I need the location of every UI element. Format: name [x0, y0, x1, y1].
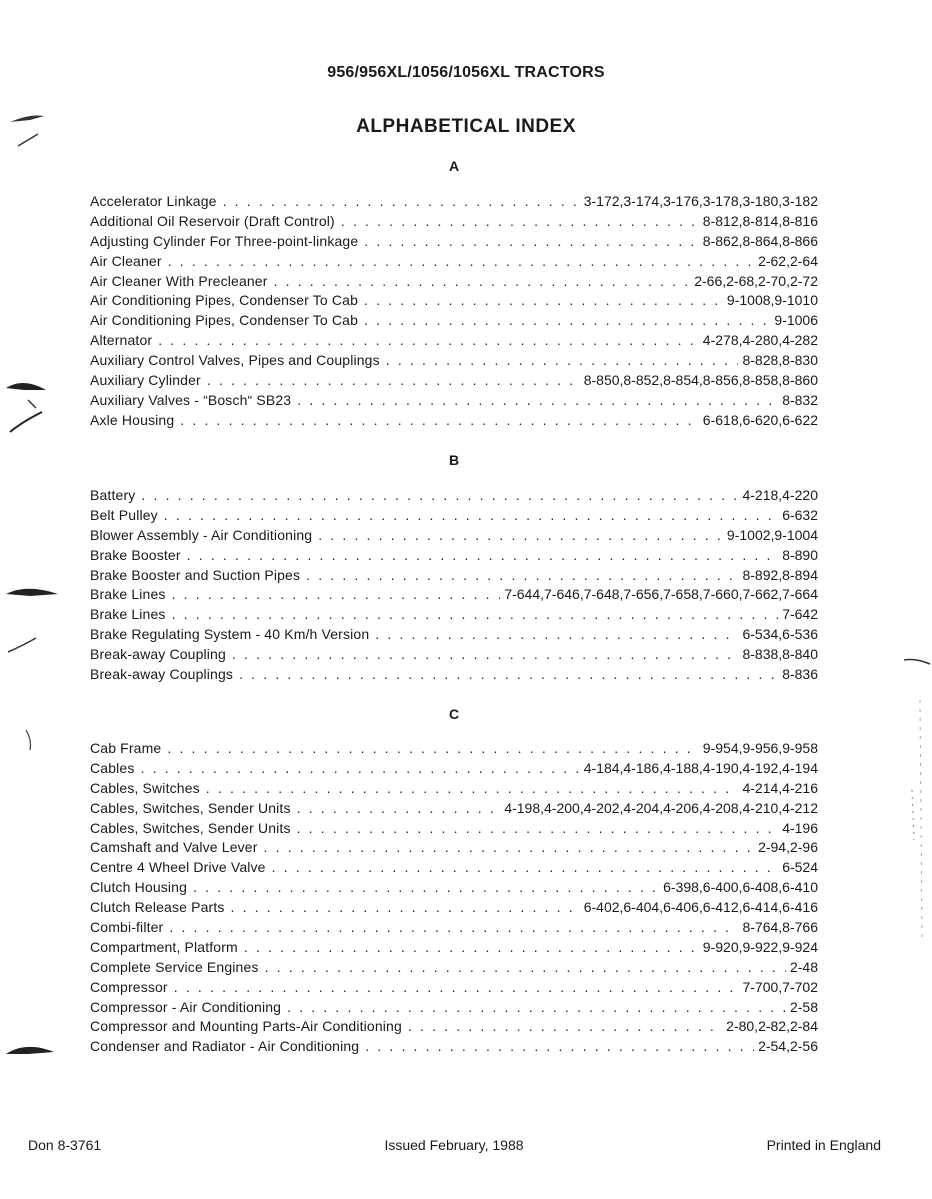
scan-binding-edge	[900, 540, 932, 960]
dot-leader	[365, 1038, 754, 1054]
section-letter-b: B	[448, 452, 460, 468]
index-entry	[90, 507, 818, 527]
entry-label: Blower Assembly - Air Conditioning	[90, 526, 313, 543]
entry-pages: 9-1006	[774, 312, 818, 329]
entry-pages: 4-198,4-200,4-202,4-204,4-206,4-208,4-210,4-212	[504, 799, 818, 816]
scan-margin-marks	[0, 100, 60, 1100]
entry-pages: 3-172,3-174,3-176,3-178,3-180,3-182	[583, 193, 818, 209]
dot-leader	[231, 899, 580, 915]
dot-leader	[306, 567, 738, 583]
entry-pages: 2-58	[789, 998, 818, 1015]
index-entry	[90, 392, 818, 412]
entry-label: Cables	[90, 759, 135, 776]
entry-label: Break-away Coupling	[90, 646, 226, 663]
entry-pages: 7-642	[782, 606, 818, 623]
entry-label: Brake Lines	[90, 606, 166, 623]
entry-pages: 8-832	[782, 391, 818, 408]
entry-label: Auxiliary Control Valves, Pipes and Couplings	[90, 352, 380, 369]
index-entry	[90, 213, 818, 233]
dot-leader	[164, 507, 778, 523]
index-entry	[90, 372, 818, 392]
index-entry	[90, 487, 818, 507]
entry-pages: 9-1002,9-1004	[726, 526, 818, 543]
index-entry	[90, 547, 818, 567]
dot-leader	[141, 487, 738, 503]
entry-label: Cables, Switches, Sender Units	[90, 819, 291, 836]
entry-label: Brake Booster	[90, 546, 181, 563]
index-entry	[90, 839, 818, 859]
entry-label: Auxiliary Cylinder	[90, 372, 201, 389]
index-entry	[90, 527, 818, 547]
entry-label: Alternator	[90, 332, 153, 349]
index-entry	[90, 273, 818, 293]
entry-label: Axle Housing	[90, 411, 175, 428]
index-entry	[90, 606, 818, 626]
dot-leader	[386, 352, 739, 368]
dot-leader	[274, 273, 691, 289]
entry-pages: 8-828,8-830	[742, 352, 818, 369]
index-entry	[90, 646, 818, 666]
entry-pages: 4-214,4-216	[742, 779, 818, 796]
section-b-entries	[90, 487, 818, 686]
dot-leader	[341, 213, 699, 229]
entry-label: Air Conditioning Pipes, Condenser To Cab	[90, 312, 359, 329]
index-entry	[90, 859, 818, 879]
entry-pages: 2-62,2-64	[758, 252, 818, 269]
document-title: 956/956XL/1056/1056XL TRACTORS	[327, 64, 605, 81]
dot-leader	[172, 586, 501, 602]
entry-pages: 8-890	[782, 546, 818, 563]
dot-leader	[287, 999, 786, 1015]
dot-leader	[180, 412, 699, 428]
entry-label: Condenser and Radiator - Air Conditioning	[90, 1038, 360, 1055]
index-entry	[90, 567, 818, 587]
index-entry	[90, 253, 818, 273]
entry-pages: 9-954,9-956,9-958	[702, 740, 818, 756]
dot-leader	[264, 839, 755, 855]
entry-pages: 4-278,4-280,4-282	[702, 332, 818, 349]
index-entry	[90, 626, 818, 646]
entry-label: Brake Booster and Suction Pipes	[90, 566, 301, 583]
index-entry	[90, 740, 818, 760]
entry-pages: 8-812,8-814,8-816	[702, 212, 818, 229]
index-entry	[90, 332, 818, 352]
entry-label: Additional Oil Reservoir (Draft Control)	[90, 212, 335, 229]
footer-doc-number: Don 8-3761	[28, 1137, 102, 1153]
dot-leader	[207, 372, 580, 388]
dot-leader	[193, 879, 659, 895]
index-entry	[90, 1018, 818, 1038]
dot-leader	[272, 859, 779, 875]
dot-leader	[239, 666, 778, 682]
index-entry	[90, 292, 818, 312]
index-entry	[90, 899, 818, 919]
index-entry	[90, 800, 818, 820]
index-entry	[90, 979, 818, 999]
section-letter-a: A	[448, 158, 460, 174]
entry-label: Air Cleaner With Precleaner	[90, 272, 268, 289]
entry-label: Auxiliary Valves - “Bosch“ SB23	[90, 391, 292, 408]
dot-leader	[206, 780, 739, 796]
dot-leader	[168, 253, 754, 269]
dot-leader	[223, 193, 580, 209]
entry-pages: 4-218,4-220	[742, 487, 818, 503]
entry-label: Cables, Switches	[90, 779, 200, 796]
index-entry	[90, 412, 818, 432]
entry-pages: 9-1008,9-1010	[726, 292, 818, 309]
index-entry	[90, 233, 818, 253]
entry-label: Centre 4 Wheel Drive Valve	[90, 859, 266, 876]
entry-label: Complete Service Engines	[90, 958, 259, 975]
entry-pages: 6-402,6-404,6-406,6-412,6-414,6-416	[583, 899, 818, 916]
entry-pages: 9-920,9-922,9-924	[702, 938, 818, 955]
entry-pages: 8-764,8-766	[742, 919, 818, 936]
index-entry	[90, 919, 818, 939]
footer-printed-location: Printed in England	[766, 1137, 881, 1153]
index-entry	[90, 586, 818, 606]
index-entry	[90, 352, 818, 372]
section-c-entries	[90, 740, 818, 1058]
index-entry	[90, 959, 818, 979]
index-entry	[90, 999, 818, 1019]
dot-leader	[364, 292, 723, 308]
index-entry	[90, 939, 818, 959]
entry-label: Cables, Switches, Sender Units	[90, 799, 291, 816]
dot-leader	[297, 800, 501, 816]
entry-label: Compartment, Platform	[90, 938, 238, 955]
index-entry	[90, 780, 818, 800]
dot-leader	[232, 646, 739, 662]
dot-leader	[297, 820, 779, 836]
entry-label: Brake Regulating System - 40 Km/h Version	[90, 626, 370, 643]
dot-leader	[364, 233, 699, 249]
dot-leader	[408, 1018, 722, 1034]
dot-leader	[187, 547, 779, 563]
entry-pages: 6-632	[782, 506, 818, 523]
entry-label: Battery	[90, 487, 136, 503]
dot-leader	[158, 332, 699, 348]
entry-pages: 8-892,8-894	[742, 566, 818, 583]
entry-pages: 4-184,4-186,4-188,4-190,4-192,4-194	[583, 759, 818, 776]
entry-label: Clutch Release Parts	[90, 899, 225, 916]
footer-issued-date: Issued February, 1988	[384, 1137, 524, 1153]
dot-leader	[140, 760, 579, 776]
entry-pages: 2-80,2-82,2-84	[726, 1018, 818, 1035]
entry-label: Compressor - Air Conditioning	[90, 998, 282, 1015]
entry-label: Belt Pulley	[90, 506, 158, 523]
entry-pages: 7-700,7-702	[742, 978, 818, 995]
section-a-entries	[90, 193, 818, 432]
entry-pages: 2-54,2-56	[758, 1038, 818, 1055]
index-entry	[90, 1038, 818, 1058]
entry-label: Accelerator Linkage	[90, 193, 217, 209]
entry-label: Combi-filter	[90, 919, 164, 936]
dot-leader	[364, 312, 770, 328]
entry-label: Break-away Couplings	[90, 666, 234, 683]
dot-leader	[169, 919, 738, 935]
dot-leader	[244, 939, 699, 955]
entry-pages: 4-196	[782, 819, 818, 836]
entry-label: Air Cleaner	[90, 252, 162, 269]
entry-pages: 6-534,6-536	[742, 626, 818, 643]
dot-leader	[375, 626, 738, 642]
dot-leader	[172, 606, 779, 622]
entry-label: Adjusting Cylinder For Three-point-linkage	[90, 232, 359, 249]
entry-pages: 8-836	[782, 666, 818, 683]
dot-leader	[318, 527, 723, 543]
entry-label: Air Conditioning Pipes, Condenser To Cab	[90, 292, 359, 309]
entry-label: Camshaft and Valve Lever	[90, 839, 258, 856]
entry-label: Brake Lines	[90, 586, 166, 603]
dot-leader	[167, 740, 698, 756]
entry-label: Cab Frame	[90, 740, 162, 756]
entry-pages: 6-398,6-400,6-408,6-410	[663, 879, 818, 896]
dot-leader	[265, 959, 786, 975]
entry-pages: 8-838,8-840	[742, 646, 818, 663]
index-heading: ALPHABETICAL INDEX	[356, 116, 576, 137]
entry-pages: 6-618,6-620,6-622	[702, 411, 818, 428]
entry-pages: 7-644,7-646,7-648,7-656,7-658,7-660,7-662,7-664	[504, 586, 818, 603]
section-letter-c: C	[448, 706, 460, 722]
entry-label: Compressor and Mounting Parts-Air Conditioning	[90, 1018, 402, 1035]
entry-pages: 8-850,8-852,8-854,8-856,8-858,8-860	[583, 372, 818, 389]
index-entry	[90, 666, 818, 686]
index-entry	[90, 820, 818, 840]
index-entry	[90, 760, 818, 780]
entry-pages: 2-66,2-68,2-70,2-72	[694, 272, 818, 289]
entry-pages: 2-48	[789, 958, 818, 975]
entry-label: Compressor	[90, 978, 168, 995]
index-entry	[90, 879, 818, 899]
index-entry	[90, 312, 818, 332]
entry-pages: 8-862,8-864,8-866	[702, 232, 818, 249]
entry-pages: 6-524	[782, 859, 818, 876]
dot-leader	[297, 392, 778, 408]
entry-label: Clutch Housing	[90, 879, 188, 896]
dot-leader	[174, 979, 739, 995]
entry-pages: 2-94,2-96	[758, 839, 818, 856]
index-entry	[90, 193, 818, 213]
